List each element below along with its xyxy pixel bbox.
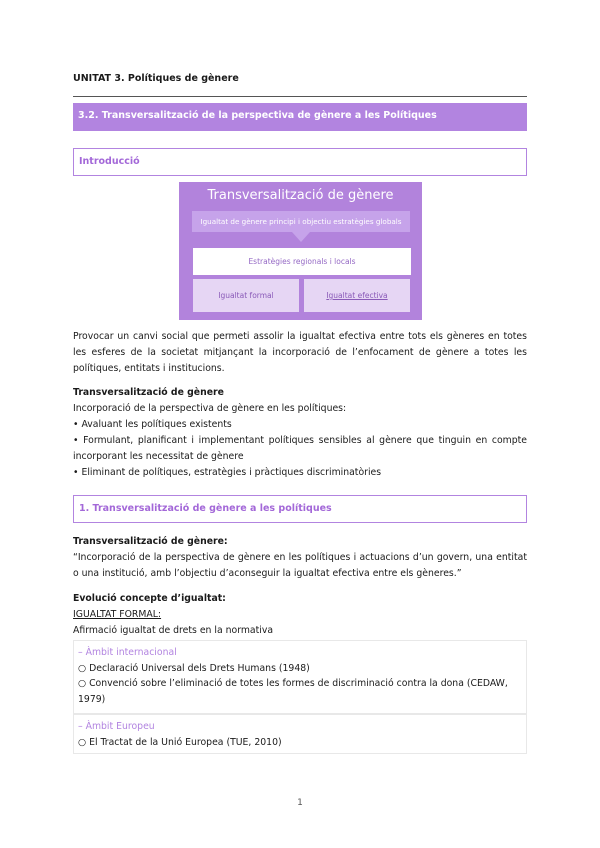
section1-quote: “Incorporació de la perspectiva de gènere en les polítiques i actuacions d’un govern, una entitat o una institució, amb l’objectiu d’aconseguir la igualtat efectiva entre els gèneres.” (73, 552, 527, 579)
diagram-box-effective: Igualtat efectiva (304, 279, 410, 312)
transversal-bullet-1: • Avaluant les polítiques existents (73, 419, 232, 430)
diagram-arrow-icon (292, 232, 310, 242)
diagram-box-formal: Igualtat formal (193, 279, 299, 312)
formal-line: Afirmació igualtat de drets en la normativa (73, 625, 274, 636)
transversalization-diagram (179, 182, 422, 320)
international-box (73, 640, 527, 714)
transversal-bullet-3: • Eliminant de polítiques, estratègies i pràctiques discriminatòries (73, 467, 382, 478)
page-number: 1 (297, 798, 303, 808)
section1-heading: Transversalització de gènere: (73, 536, 228, 547)
section1-heading-box: 1. Transversalització de gènere a les polítiques (73, 495, 527, 523)
diagram-box-regional: Estratègies regionals i locals (193, 248, 411, 275)
intro-heading-box: Introducció (73, 148, 527, 176)
unit-title: UNITAT 3. Polítiques de gènere (73, 73, 239, 84)
section-title-bar: 3.2. Transversalització de la perspectiva de gènere a les Polítiques (73, 103, 527, 131)
diagram-band-equality: Igualtat de gènere principi i objectiu estratègies globals (192, 211, 410, 232)
diagram-title: Transversalització de gènere (207, 188, 394, 203)
intro-paragraph: Provocar un canvi social que permeti assolir la igualtat efectiva entre tots els gèneres en totes les esferes de la societat mitjançant la incorporació de l’enfocament de gènere a totes les polítiques, entitats i institucions. (73, 331, 527, 374)
transversal-line: Incorporació de la perspectiva de gènere en les polítiques: (73, 403, 347, 414)
evolution-heading: Evolució concepte d’igualtat: (73, 593, 226, 604)
european-heading: – Àmbit Europeu (78, 721, 155, 732)
transversal-bullet-2: • Formulant, planificant i implementant polítiques sensibles al gènere que tinguin en compte incorporant les necessitat de gènere (73, 435, 527, 462)
transversal-heading: Transversalització de gènere (73, 387, 224, 398)
european-item-1: ○ El Tractat de la Unió Europea (TUE, 2010) (78, 736, 282, 748)
header-divider (73, 96, 527, 97)
international-item-1: ○ Declaració Universal dels Drets Humans (1948) (78, 662, 310, 674)
international-item-2: ○ Convenció sobre l’eliminació de totes les formes de discriminació contra la dona (CEDAW, 1979) (78, 678, 508, 705)
formal-heading: IGUALTAT FORMAL: (73, 609, 162, 620)
international-heading: – Àmbit internacional (78, 647, 177, 658)
european-box (73, 714, 527, 754)
